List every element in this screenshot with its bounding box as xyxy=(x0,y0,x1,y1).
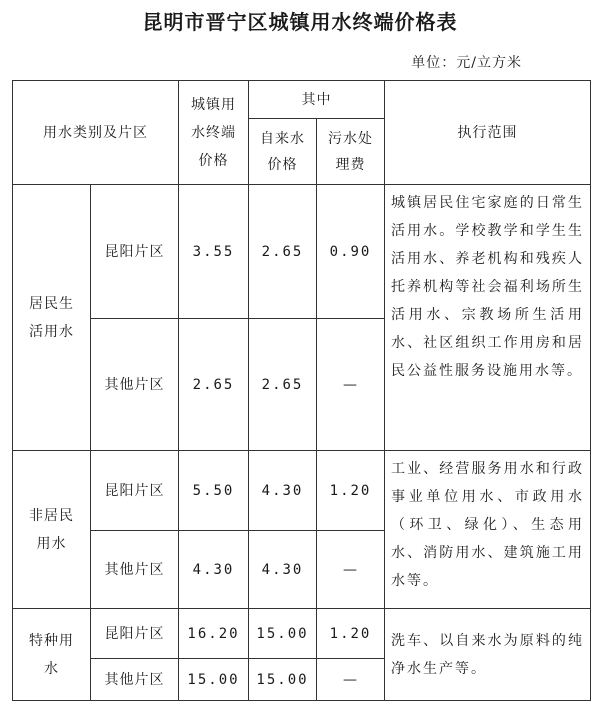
table-row xyxy=(13,451,591,531)
tap-water-cell: 15.00 xyxy=(249,609,317,659)
header-tap-water: 自来水价格 xyxy=(249,119,317,185)
tap-water-cell: 2.65 xyxy=(249,185,317,319)
terminal-price-cell: 2.65 xyxy=(179,319,249,451)
group-name-residential: 居民生活用水 xyxy=(13,185,91,451)
area-cell: 昆阳片区 xyxy=(91,609,179,659)
area-cell: 昆阳片区 xyxy=(91,451,179,531)
group-name-non-residential: 非居民用水 xyxy=(13,451,91,609)
unit-label: 单位：元/立方米 xyxy=(411,55,522,71)
sewage-fee-cell: — xyxy=(317,319,385,451)
table-row xyxy=(13,609,591,659)
area-cell: 其他片区 xyxy=(91,319,179,451)
sewage-fee-cell: 0.90 xyxy=(317,185,385,319)
tap-water-cell: 15.00 xyxy=(249,659,317,701)
group-name-special: 特种用水 xyxy=(13,609,91,701)
scope-non-residential: 工业、经营服务用水和行政事业单位用水、市政用水（环卫、绿化）、生态用水、消防用水、建筑施工用水等。 xyxy=(385,451,591,609)
scope-special: 洗车、以自来水为原料的纯净水生产等。 xyxy=(385,609,591,701)
scope-residential: 城镇居民住宅家庭的日常生活用水。学校教学和学生生活用水、养老机构和残疾人托养机构等社会福利场所生活用水、宗教场所生活用水、社区组织工作用房和居民公益性服务设施用水等。 xyxy=(385,185,591,451)
sewage-fee-cell: 1.20 xyxy=(317,609,385,659)
area-cell: 其他片区 xyxy=(91,659,179,701)
water-price-table xyxy=(12,80,591,701)
header-scope: 执行范围 xyxy=(385,81,591,185)
sewage-fee-cell: — xyxy=(317,659,385,701)
document-title: 昆明市晋宁区城镇用水终端价格表 xyxy=(142,10,458,34)
tap-water-cell: 4.30 xyxy=(249,531,317,609)
terminal-price-cell: 3.55 xyxy=(179,185,249,319)
header-of-which: 其中 xyxy=(249,81,385,119)
area-cell: 昆阳片区 xyxy=(91,185,179,319)
terminal-price-cell: 4.30 xyxy=(179,531,249,609)
terminal-price-cell: 16.20 xyxy=(179,609,249,659)
area-cell: 其他片区 xyxy=(91,531,179,609)
header-category: 用水类别及片区 xyxy=(13,81,179,185)
terminal-price-cell: 15.00 xyxy=(179,659,249,701)
header-sewage-fee: 污水处理费 xyxy=(317,119,385,185)
header-terminal-price: 城镇用水终端价格 xyxy=(179,81,249,185)
table-row xyxy=(13,185,591,319)
tap-water-cell: 2.65 xyxy=(249,319,317,451)
sewage-fee-cell: 1.20 xyxy=(317,451,385,531)
sewage-fee-cell: — xyxy=(317,531,385,609)
tap-water-cell: 4.30 xyxy=(249,451,317,531)
terminal-price-cell: 5.50 xyxy=(179,451,249,531)
